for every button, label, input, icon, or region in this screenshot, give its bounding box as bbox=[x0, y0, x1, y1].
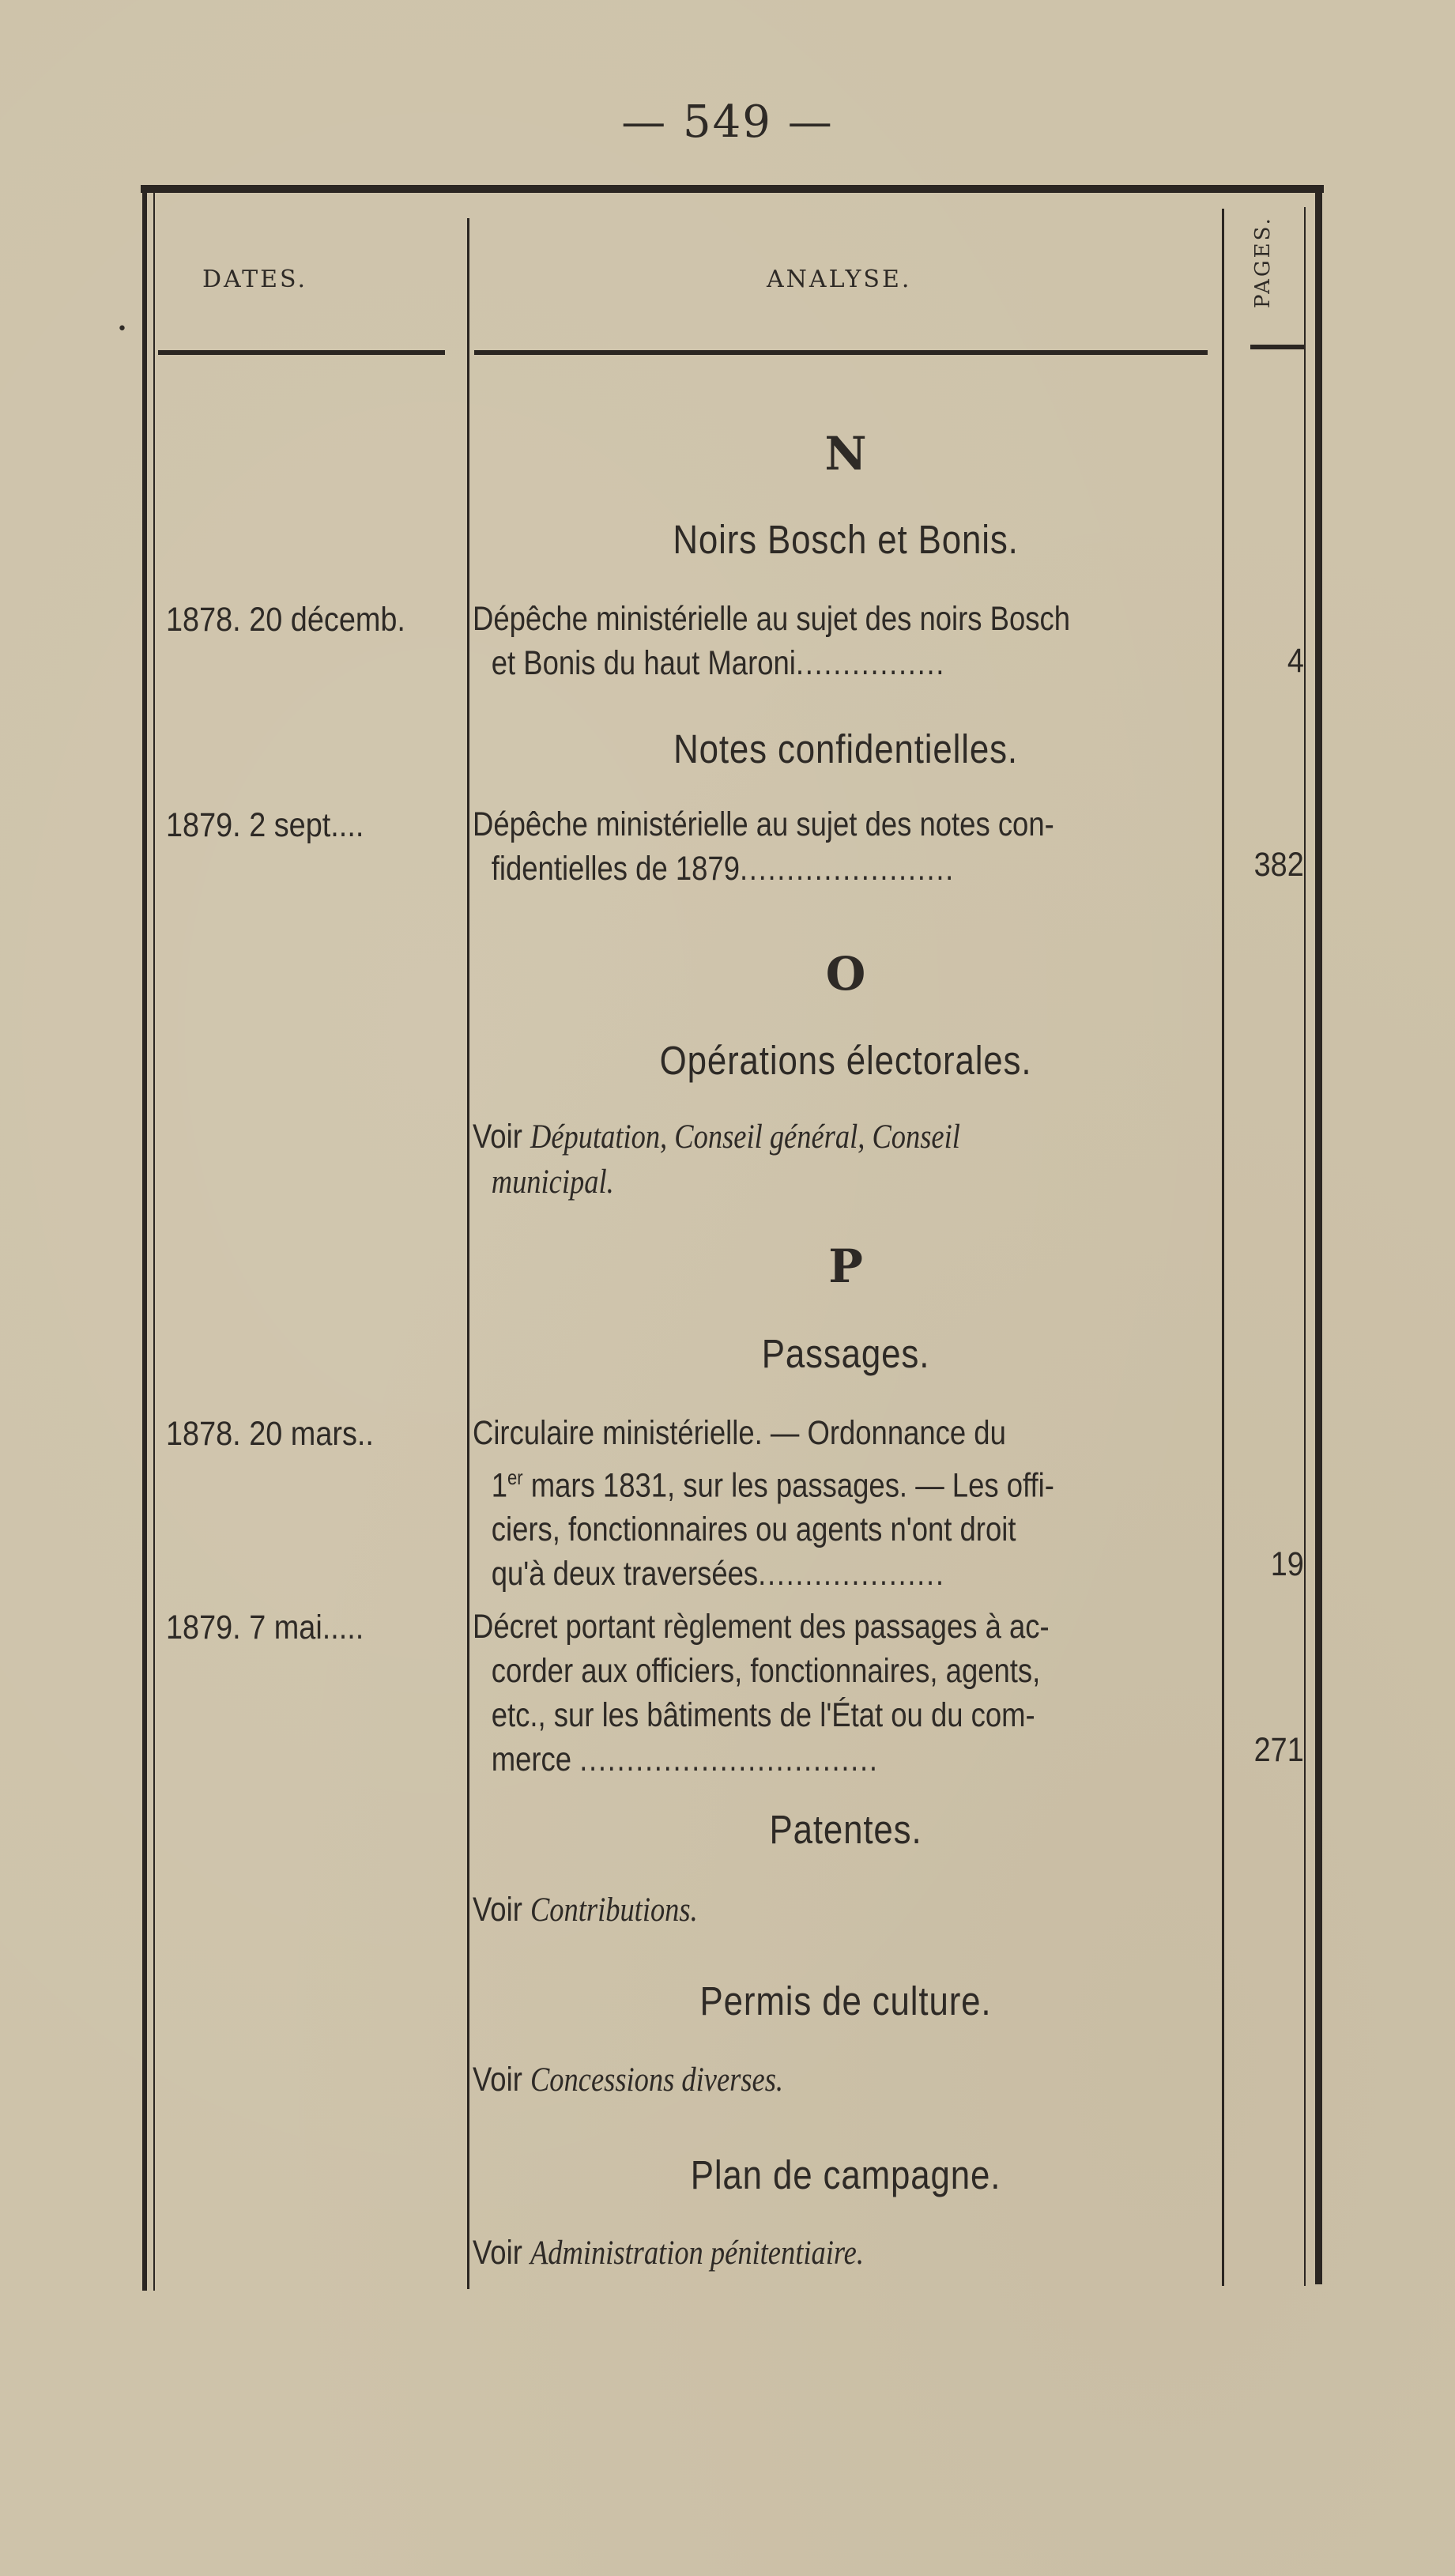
dates-header-underline bbox=[158, 350, 445, 355]
entry-date: 1879. 2 sept.... bbox=[166, 806, 364, 844]
topic-title-notes: Notes confidentielles. bbox=[673, 726, 1018, 771]
see-reference bbox=[473, 2231, 1210, 2276]
see-target: Députation, Conseil général, Conseil bbox=[530, 1118, 960, 1156]
page-number: — 549 — bbox=[621, 96, 834, 148]
entry-date: 1879. 7 mai..... bbox=[166, 1609, 364, 1646]
dates-column-divider bbox=[467, 218, 469, 2289]
see-line bbox=[473, 2057, 1210, 2103]
see-reference bbox=[473, 1115, 1210, 1205]
leader-dots: .................... bbox=[758, 1555, 945, 1593]
entry-line bbox=[473, 1552, 1210, 1596]
entry-line: ciers, fonctionnaires ou agents n'ont droit bbox=[491, 1511, 1016, 1549]
analyse-header-underline bbox=[474, 350, 1208, 355]
entry-line bbox=[473, 1455, 1210, 1507]
see-label: Voir bbox=[473, 1891, 522, 1929]
right-rule-inner bbox=[1304, 207, 1306, 2286]
analyse-column-header: ANALYSE. bbox=[767, 266, 912, 293]
entry-line: Dépêche ministérielle au sujet des notes con- bbox=[473, 805, 1054, 843]
page-reference: 382 bbox=[1253, 846, 1304, 884]
section-letter-p: P bbox=[828, 1239, 863, 1293]
topic-title-passages: Passages. bbox=[761, 1331, 930, 1376]
dates-column-header: DATES. bbox=[202, 266, 308, 293]
topic-title-patentes: Patentes. bbox=[769, 1807, 922, 1852]
entry-text bbox=[473, 1605, 1210, 1782]
topic-title-operations: Opérations électorales. bbox=[659, 1038, 1032, 1083]
entry-line-text: qu'à deux traversées bbox=[491, 1555, 759, 1593]
leader-dots: ................................ bbox=[579, 1741, 879, 1778]
entry-line-text: merce bbox=[491, 1741, 572, 1778]
section-letter-o: O bbox=[825, 947, 866, 1001]
entry-text bbox=[473, 802, 1210, 891]
see-reference bbox=[473, 1888, 1210, 1933]
leader-dots: ....................... bbox=[739, 850, 956, 888]
entry-line: Circulaire ministérielle. — Ordonnance du bbox=[473, 1414, 1006, 1452]
see-target: Contributions. bbox=[530, 1891, 698, 1929]
entry-date: 1878. 20 décemb. bbox=[166, 601, 405, 639]
entry-line-text: et Bonis du haut Maroni bbox=[491, 644, 796, 682]
entry-line-text: 1 bbox=[491, 1466, 508, 1505]
entry-text bbox=[473, 1411, 1210, 1596]
topic-title-plan: Plan de campagne. bbox=[690, 2152, 1001, 2197]
superscript: er bbox=[507, 1465, 523, 1489]
entry-line: Décret portant règlement des passages à ac- bbox=[473, 1608, 1050, 1646]
pages-column-divider bbox=[1222, 209, 1224, 2286]
entry-date: 1878. 20 mars.. bbox=[166, 1415, 374, 1453]
entry-line: corder aux officiers, fonctionnaires, agents, bbox=[491, 1652, 1041, 1690]
page-reference: 19 bbox=[1270, 1545, 1304, 1583]
entry-line: etc., sur les bâtiments de l'État ou du com- bbox=[491, 1696, 1035, 1734]
see-line bbox=[473, 1160, 1210, 1205]
entry-line bbox=[473, 641, 1210, 685]
entry-line: Dépêche ministérielle au sujet des noirs Bosch bbox=[473, 600, 1071, 638]
entry-line bbox=[473, 1737, 1210, 1782]
entry-line bbox=[473, 847, 1210, 891]
section-letter-n: N bbox=[824, 427, 867, 481]
left-rule-outer bbox=[142, 188, 147, 2291]
see-line bbox=[473, 2231, 1210, 2276]
see-reference bbox=[473, 2057, 1210, 2103]
entry-line-text: fidentielles de 1879 bbox=[491, 850, 740, 888]
topic-title-noirs: Noirs Bosch et Bonis. bbox=[673, 517, 1019, 562]
leader-dots: ................ bbox=[795, 644, 946, 682]
entry-line-text: mars 1831, sur les passages. — Les offi- bbox=[522, 1466, 1054, 1505]
top-rule bbox=[141, 185, 1324, 193]
topic-title-permis: Permis de culture. bbox=[699, 1978, 992, 2023]
left-rule-inner bbox=[153, 188, 155, 2291]
entry-text bbox=[473, 597, 1210, 685]
see-target: Concessions diverses. bbox=[530, 2061, 784, 2099]
see-label: Voir bbox=[473, 2234, 522, 2272]
see-target: Administration pénitentiaire. bbox=[530, 2235, 864, 2272]
see-label: Voir bbox=[473, 1118, 522, 1156]
page-reference: 4 bbox=[1287, 642, 1304, 680]
pages-column-header: PAGES. bbox=[1251, 216, 1275, 308]
right-rule-outer bbox=[1315, 190, 1322, 2284]
page-reference: 271 bbox=[1253, 1731, 1304, 1769]
see-target: municipal. bbox=[491, 1164, 614, 1201]
pages-header-underline bbox=[1250, 345, 1306, 349]
see-label: Voir bbox=[473, 2061, 522, 2099]
see-line bbox=[473, 1888, 1210, 1933]
margin-mark: • bbox=[117, 319, 127, 339]
see-line bbox=[473, 1115, 1210, 1160]
